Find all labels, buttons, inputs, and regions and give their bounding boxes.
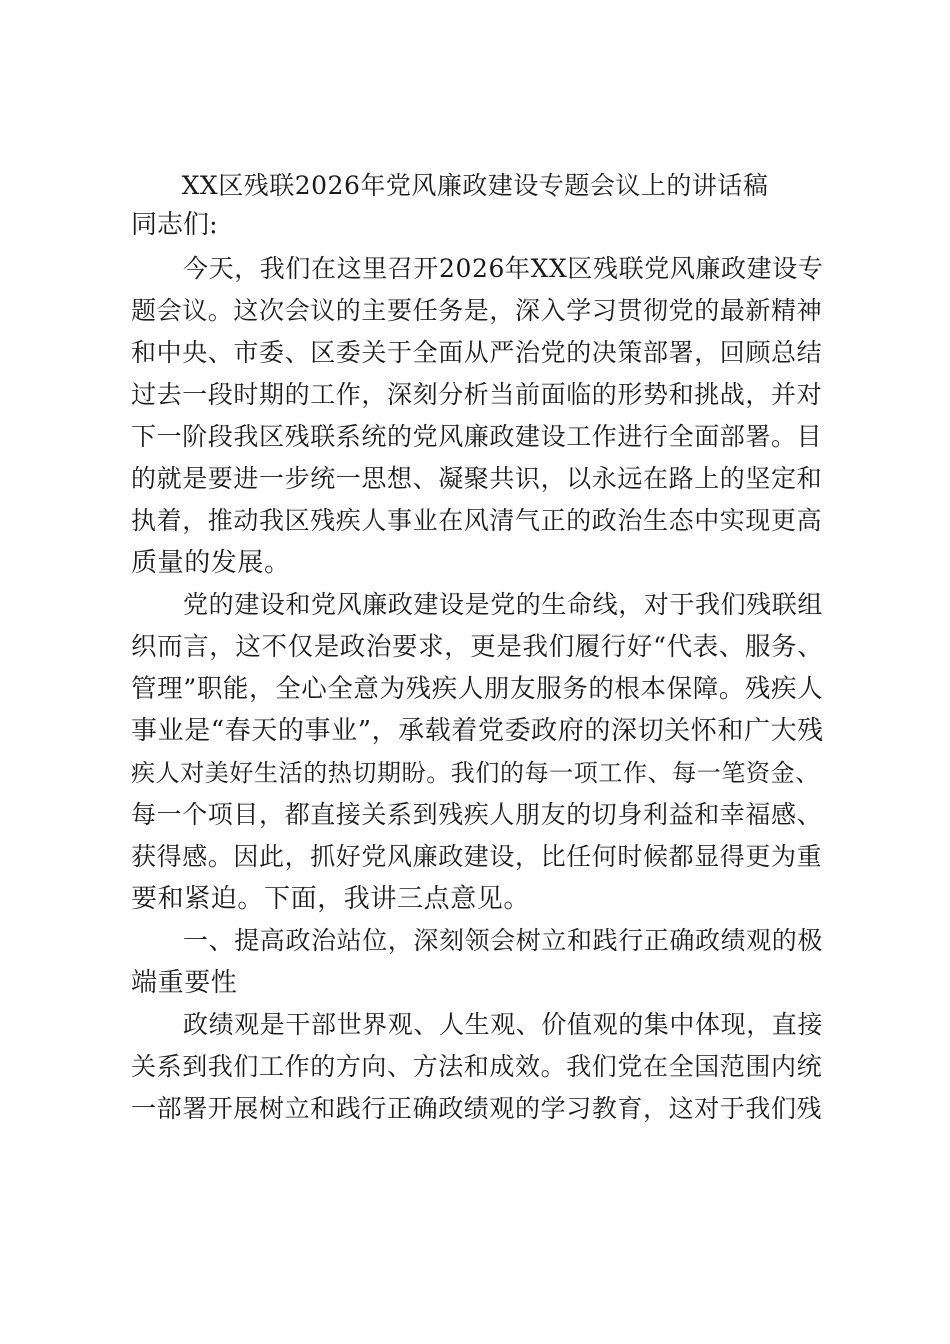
text-line: 过去一段时期的工作，深刻分析当前面临的形势和挑战，并对 [131, 380, 823, 409]
greeting: 同志们: [131, 210, 218, 240]
text-line: 织而言，这不仅是政治要求，更是我们履行好“代表、服务、 [131, 632, 824, 662]
text-line: 关系到我们工作的方向、方法和成效。我们党在全国范围内统 [131, 1052, 823, 1081]
text-line: 每一个项目，都直接关系到残疾人朋友的切身利益和幸福感、 [131, 800, 823, 829]
text-line: 题会议。这次会议的主要任务是，深入学习贯彻党的最新精神 [131, 296, 823, 325]
text-line: 要和紧迫。下面，我讲三点意见。 [131, 884, 531, 914]
text-line: 获得感。因此，抓好党风廉政建设，比任何时候都显得更为重 [131, 842, 823, 871]
text-line: 质量的发展。 [131, 548, 291, 578]
document-title: XX区残联2026年党风廉政建设专题会议上的讲话稿 [181, 171, 769, 200]
text-line: 党的建设和党风廉政建设是党的生命线，对于我们残联组 [183, 590, 824, 619]
text-line: 一部署开展树立和践行正确政绩观的学习教育，这对于我们残 [131, 1094, 823, 1123]
text-line: 执着，推动我区残疾人事业在风清气正的政治生态中实现更高 [131, 506, 823, 535]
text-line: 事业是“春天的事业”，承载着党委政府的深切关怀和广大残 [131, 716, 824, 746]
text-line: 端重要性 [131, 968, 238, 998]
text-line: 疾人对美好生活的热切期盼。我们的每一项工作、每一笔资金、 [131, 759, 820, 787]
text-line: 的就是要进一步统一思想、凝聚共识，以永远在路上的坚定和 [131, 464, 823, 493]
text-line: 政绩观是干部世界观、人生观、价值观的集中体现，直接 [183, 1010, 824, 1039]
text-line: 一、提高政治站位，深刻领会树立和践行正确政绩观的极 [183, 926, 824, 955]
text-line: 管理”职能，全心全意为残疾人朋友服务的根本保障。残疾人 [131, 674, 824, 704]
text-line: 下一阶段我区残联系统的党风廉政建设工作进行全面部署。目 [131, 422, 823, 451]
text-line: 今天，我们在这里召开2026年XX区残联党风廉政建设专 [183, 254, 824, 283]
text-line: 和中央、市委、区委关于全面从严治党的决策部署，回顾总结 [131, 338, 823, 367]
document-body [131, 248, 831, 1130]
